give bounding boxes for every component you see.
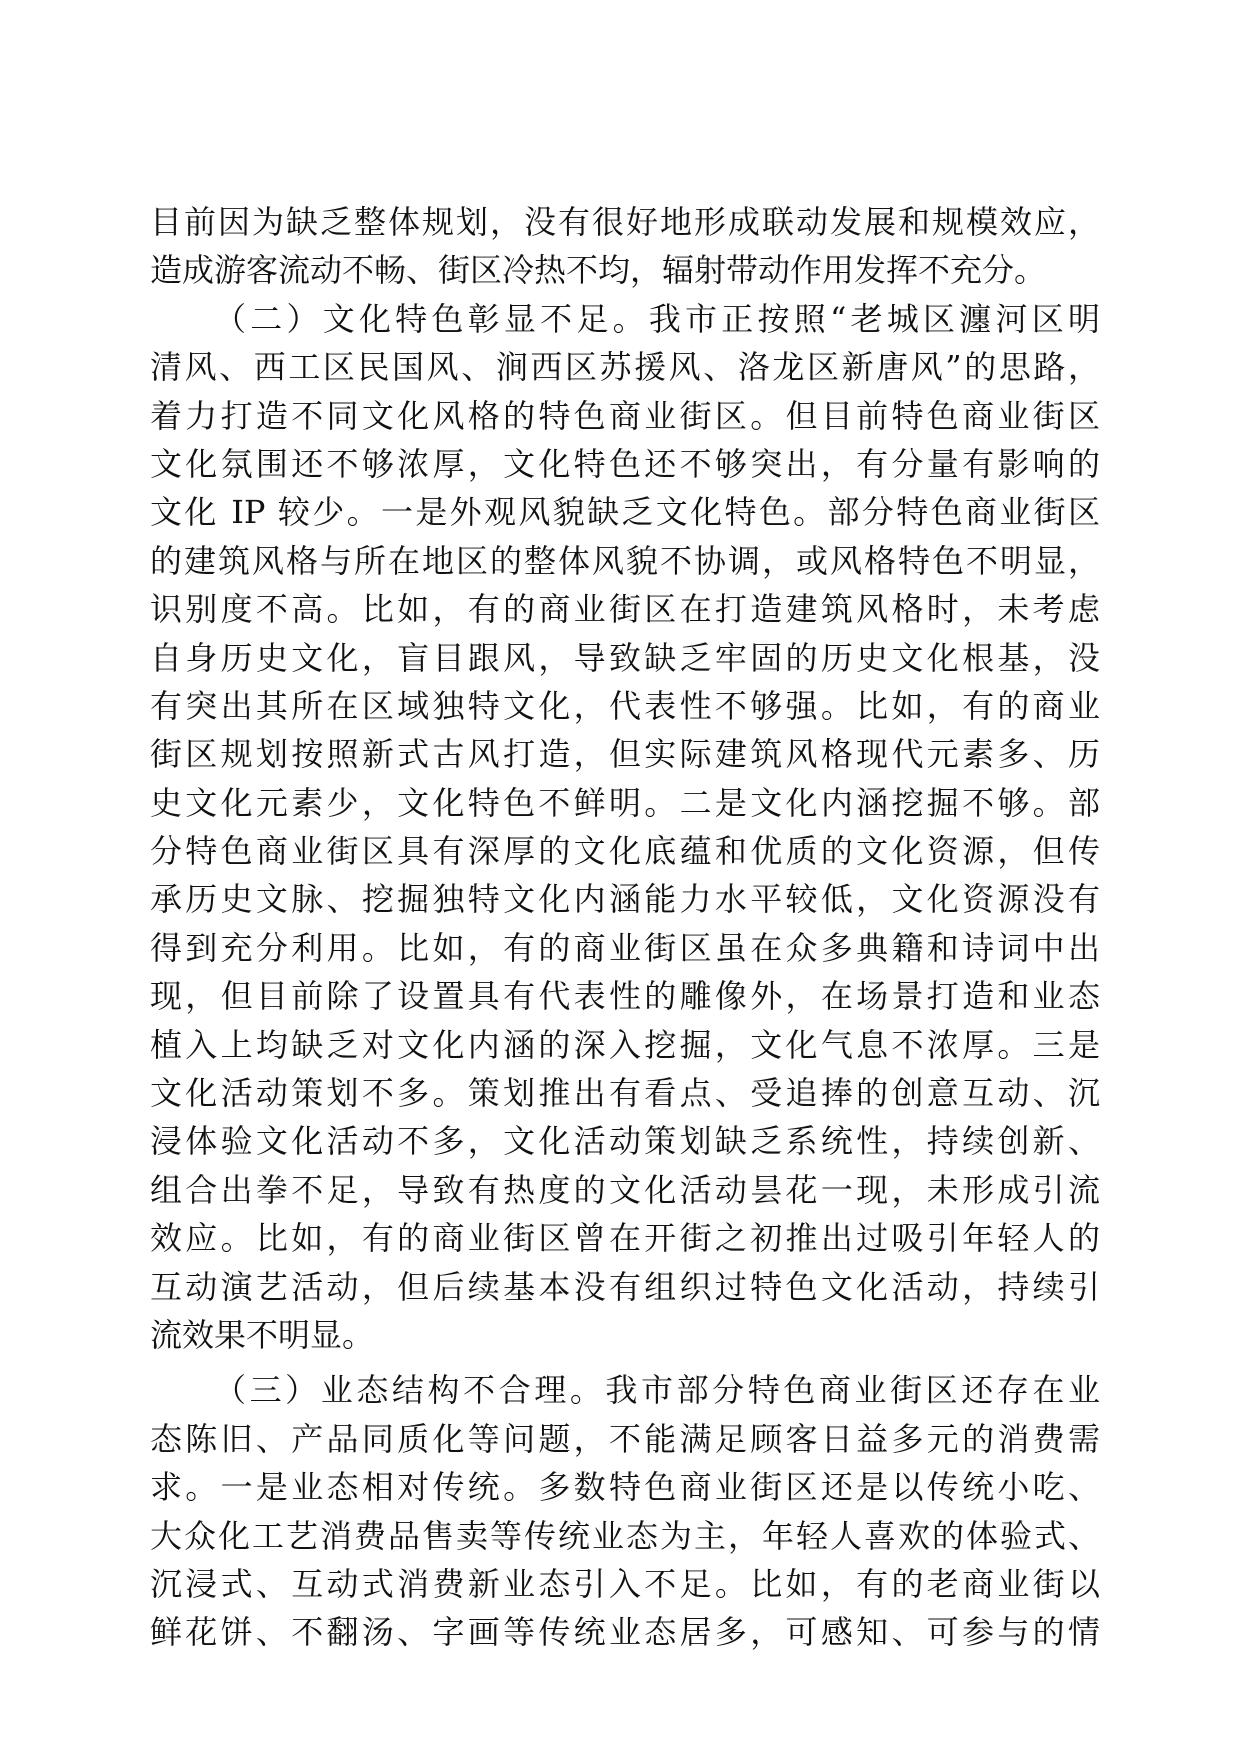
text-line: 文化 IP 较少。一是外观风貌缺乏文化特色。部分特色商业街区 [150,493,1100,532]
text-line: 鲜花饼、不翻汤、字画等传统业态居多，可感知、可参与的情 [150,1613,1100,1652]
text-line: 浸体验文化活动不多，文化活动策划缺乏系统性，持续创新、 [150,1122,1100,1161]
text-line: 植入上均缺乏对文化内涵的深入挖掘，文化气息不浓厚。三是 [150,1025,1100,1064]
text-line: 分特色商业街区具有深厚的文化底蕴和优质的文化资源，但传 [150,832,1100,871]
text-line: 街区规划按照新式古风打造，但实际建筑风格现代元素多、历 [150,735,1100,774]
paragraph-spacer [150,1359,1100,1366]
text-line: 组合出拳不足，导致有热度的文化活动昙花一现，未形成引流 [150,1170,1100,1209]
text-line: 着力打造不同文化风格的特色商业街区。但目前特色商业街区 [150,396,1100,435]
text-line: 得到充分利用。比如，有的商业街区虽在众多典籍和诗词中出 [150,928,1100,967]
text-line: 沉浸式、互动式消费新业态引入不足。比如，有的老商业街以 [150,1564,1100,1603]
text-line: 现，但目前除了设置具有代表性的雕像外，在场景打造和业态 [150,977,1100,1016]
text-line: 承历史文脉、挖掘独特文化内涵能力水平较低，文化资源没有 [150,880,1100,919]
paragraph-3 [150,1366,1100,1656]
text-line: 文化氛围还不够浓厚，文化特色还不够突出，有分量有影响的 [150,444,1100,483]
paragraph-heading-line: （三）业态结构不合理。我市部分特色商业街区还存在业 [214,1371,1100,1410]
text-line: 的建筑风格与所在地区的整体风貌不协调，或风格特色不明显， [150,541,1100,580]
paragraph-heading-line: （二）文化特色彰显不足。我市正按照“老城区瀍河区明 [214,299,1100,338]
paragraph-2 [150,295,1100,1360]
text-line: 互动演艺活动，但后续基本没有组织过特色文化活动，持续引 [150,1267,1100,1306]
text-line: 流效果不明显。 [150,1315,375,1354]
document-body [150,198,1100,1657]
text-line: 效应。比如，有的商业街区曾在开街之初推出过吸引年轻人的 [150,1219,1100,1258]
text-line: 大众化工艺消费品售卖等传统业态为主，年轻人喜欢的体验式、 [150,1516,1100,1555]
text-line: 史文化元素少，文化特色不鲜明。二是文化内涵挖掘不够。部 [150,783,1100,822]
text-line: 清风、西工区民国风、涧西区苏援风、洛龙区新唐风”的思路， [150,348,1100,387]
text-line: 目前因为缺乏整体规划，没有很好地形成联动发展和规模效应， [150,203,1100,241]
paragraph-1 [150,198,1100,295]
text-line: 文化活动策划不多。策划推出有看点、受追捧的创意互动、沉 [150,1074,1100,1113]
text-line: 态陈旧、产品同质化等问题，不能满足顾客日益多元的消费需 [150,1419,1100,1458]
text-line: 造成游客流动不畅、街区冷热不均，辐射带动作用发挥不充分。 [150,251,1047,290]
text-line: 求。一是业态相对传统。多数特色商业街区还是以传统小吃、 [150,1468,1100,1507]
text-line: 识别度不高。比如，有的商业街区在打造建筑风格时，未考虑 [150,590,1100,629]
text-line: 自身历史文化，盲目跟风，导致缺乏牢固的历史文化根基，没 [150,638,1100,677]
text-line: 有突出其所在区域独特文化，代表性不够强。比如，有的商业 [150,686,1100,725]
